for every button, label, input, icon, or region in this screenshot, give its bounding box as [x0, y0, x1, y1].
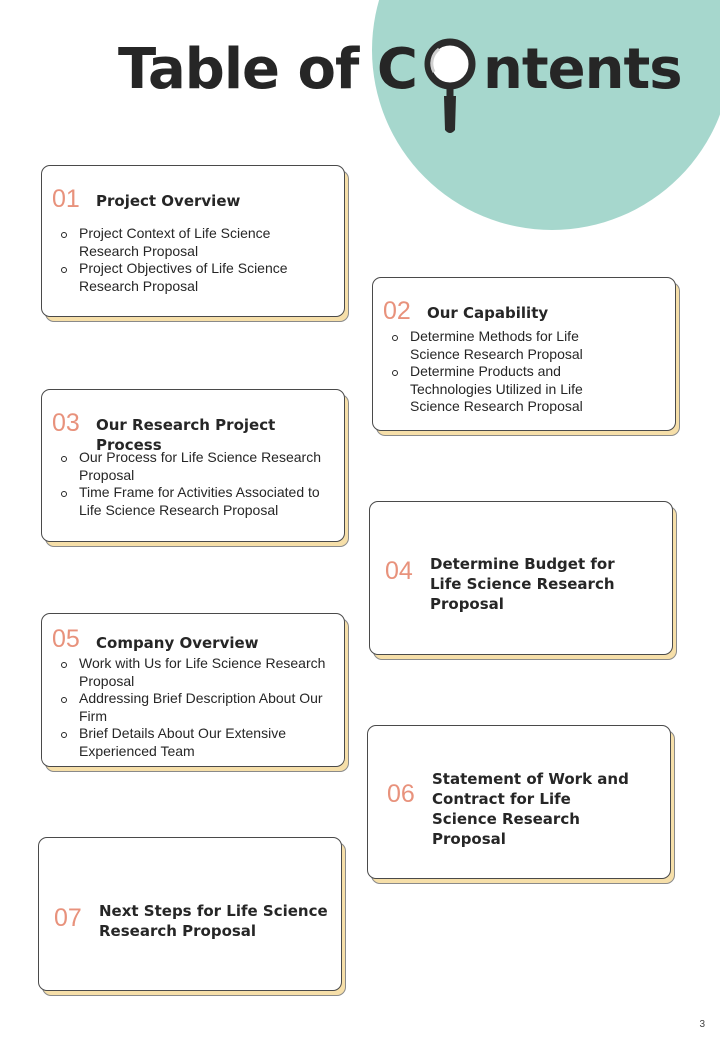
section-number: 01 — [52, 185, 80, 213]
magnifier-icon — [417, 38, 483, 94]
toc-card-07[interactable] — [38, 837, 342, 991]
section-heading: Company Overview — [96, 634, 259, 652]
section-items — [52, 449, 342, 519]
card-body — [41, 165, 345, 317]
section-heading: Project Overview — [96, 192, 241, 210]
section-items — [52, 655, 327, 760]
section-number: 04 — [385, 557, 413, 585]
list-item: Determine Methods for Life Science Research Proposal — [383, 328, 613, 363]
section-heading: Our Research Project Process — [96, 416, 276, 454]
card-body — [38, 837, 342, 991]
list-item: Work with Us for Life Science Research Proposal — [52, 655, 327, 690]
card-body — [41, 389, 345, 542]
section-items — [52, 225, 322, 295]
card-body — [372, 277, 676, 431]
toc-card-06[interactable] — [367, 725, 671, 879]
toc-card-04[interactable] — [369, 501, 673, 655]
page-number: 3 — [699, 1019, 705, 1030]
title-text-after: ntents — [482, 37, 682, 102]
section-number: 02 — [383, 297, 411, 325]
list-item: Addressing Brief Description About Our Firm — [52, 690, 327, 725]
list-item: Project Objectives of Life Science Research Proposal — [52, 260, 322, 295]
card-body — [41, 613, 345, 767]
section-heading: Determine Budget for Life Science Research Proposal — [430, 555, 615, 613]
card-body — [369, 501, 673, 655]
section-number: 03 — [52, 409, 80, 437]
section-number: 07 — [54, 904, 82, 932]
list-item: Time Frame for Activities Associated to Life Science Research Proposal — [52, 484, 342, 519]
card-body — [367, 725, 671, 879]
title-text-before: Table of C — [118, 37, 417, 102]
section-number: 06 — [387, 780, 415, 808]
section-items — [383, 328, 613, 416]
list-item: Our Process for Life Science Research Proposal — [52, 449, 342, 484]
toc-card-01[interactable] — [41, 165, 345, 317]
toc-card-02[interactable] — [372, 277, 676, 431]
section-heading: Statement of Work and Contract for Life Science Research Proposal — [432, 770, 629, 848]
list-item: Determine Products and Technologies Utilized in Life Science Research Proposal — [383, 363, 613, 416]
section-heading: Our Capability — [427, 304, 549, 322]
section-number: 05 — [52, 625, 80, 653]
toc-card-05[interactable] — [41, 613, 345, 767]
list-item: Brief Details About Our Extensive Experienced Team — [52, 725, 327, 760]
toc-card-03[interactable] — [41, 389, 345, 542]
list-item: Project Context of Life Science Research Proposal — [52, 225, 322, 260]
section-heading: Next Steps for Life Science Research Proposal — [99, 902, 328, 940]
page-title — [118, 38, 682, 101]
